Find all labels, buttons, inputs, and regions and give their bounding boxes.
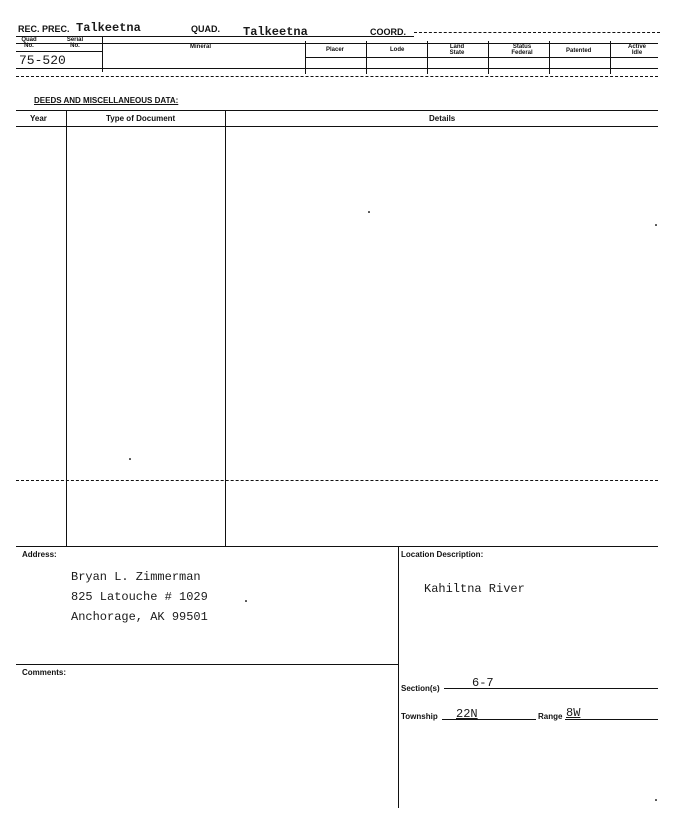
year-column-header: Year <box>30 114 47 123</box>
stray-mark <box>245 600 247 602</box>
deeds-dashed-rule <box>16 480 658 481</box>
quad-label: QUAD. <box>191 24 220 34</box>
coord-label: COORD. <box>370 27 406 37</box>
quad-value: Talkeetna <box>243 25 308 39</box>
deeds-table-top-rule <box>16 110 658 111</box>
township-label: Township <box>401 712 438 721</box>
sections-value: 6-7 <box>472 676 494 690</box>
header-rule-sub <box>16 51 102 52</box>
comments-label: Comments: <box>22 668 67 677</box>
header-rule-columns <box>16 43 658 44</box>
status-federal-label: Status Federal <box>511 44 533 56</box>
quad-no-label: Quad No. <box>21 37 37 49</box>
rec-prec-value: Talkeetna <box>76 21 141 35</box>
location-description-label: Location Description: <box>401 550 484 559</box>
stray-mark <box>368 211 370 213</box>
placer-label: Placer <box>326 47 345 53</box>
header-rule-bottom <box>16 68 658 69</box>
address-line-1: Bryan L. Zimmerman <box>71 570 201 584</box>
address-line-3: Anchorage, AK 99501 <box>71 610 208 624</box>
details-column-header: Details <box>429 114 456 123</box>
sections-label: Section(s) <box>401 684 440 693</box>
header-rule-top-dashed <box>414 32 660 33</box>
document-type-column-header: Type of Document <box>106 114 176 123</box>
township-value: 22N <box>456 707 478 721</box>
stray-mark <box>655 224 657 226</box>
range-label: Range <box>538 712 563 721</box>
active-idle-label: Active Idle <box>627 44 646 56</box>
stray-mark <box>655 799 657 801</box>
stray-mark <box>129 458 131 460</box>
deeds-header-rule <box>16 126 658 127</box>
address-line-2: 825 Latouche # 1029 <box>71 590 208 604</box>
range-value: 8W <box>566 706 581 720</box>
mineral-label: Mineral <box>190 44 212 50</box>
address-label: Address: <box>22 550 57 559</box>
quad-serial-value: 75-520 <box>19 53 66 68</box>
deeds-section-title: DEEDS AND MISCELLANEOUS DATA: <box>34 96 179 105</box>
serial-no-label: Serial No. <box>66 37 84 49</box>
deeds-bottom-rule <box>16 546 658 547</box>
header-rule-sub <box>305 57 658 58</box>
lode-label: Lode <box>390 47 405 53</box>
header-rule-bottom-dashed <box>16 76 658 77</box>
patented-label: Patented <box>566 48 592 54</box>
lower-section-divider <box>398 546 399 808</box>
comments-top-rule <box>16 664 398 665</box>
rec-prec-label: REC. PREC. <box>18 24 70 34</box>
header-divider <box>102 37 103 72</box>
land-state-label: Land State <box>449 44 465 56</box>
location-description-value: Kahiltna River <box>424 582 525 596</box>
